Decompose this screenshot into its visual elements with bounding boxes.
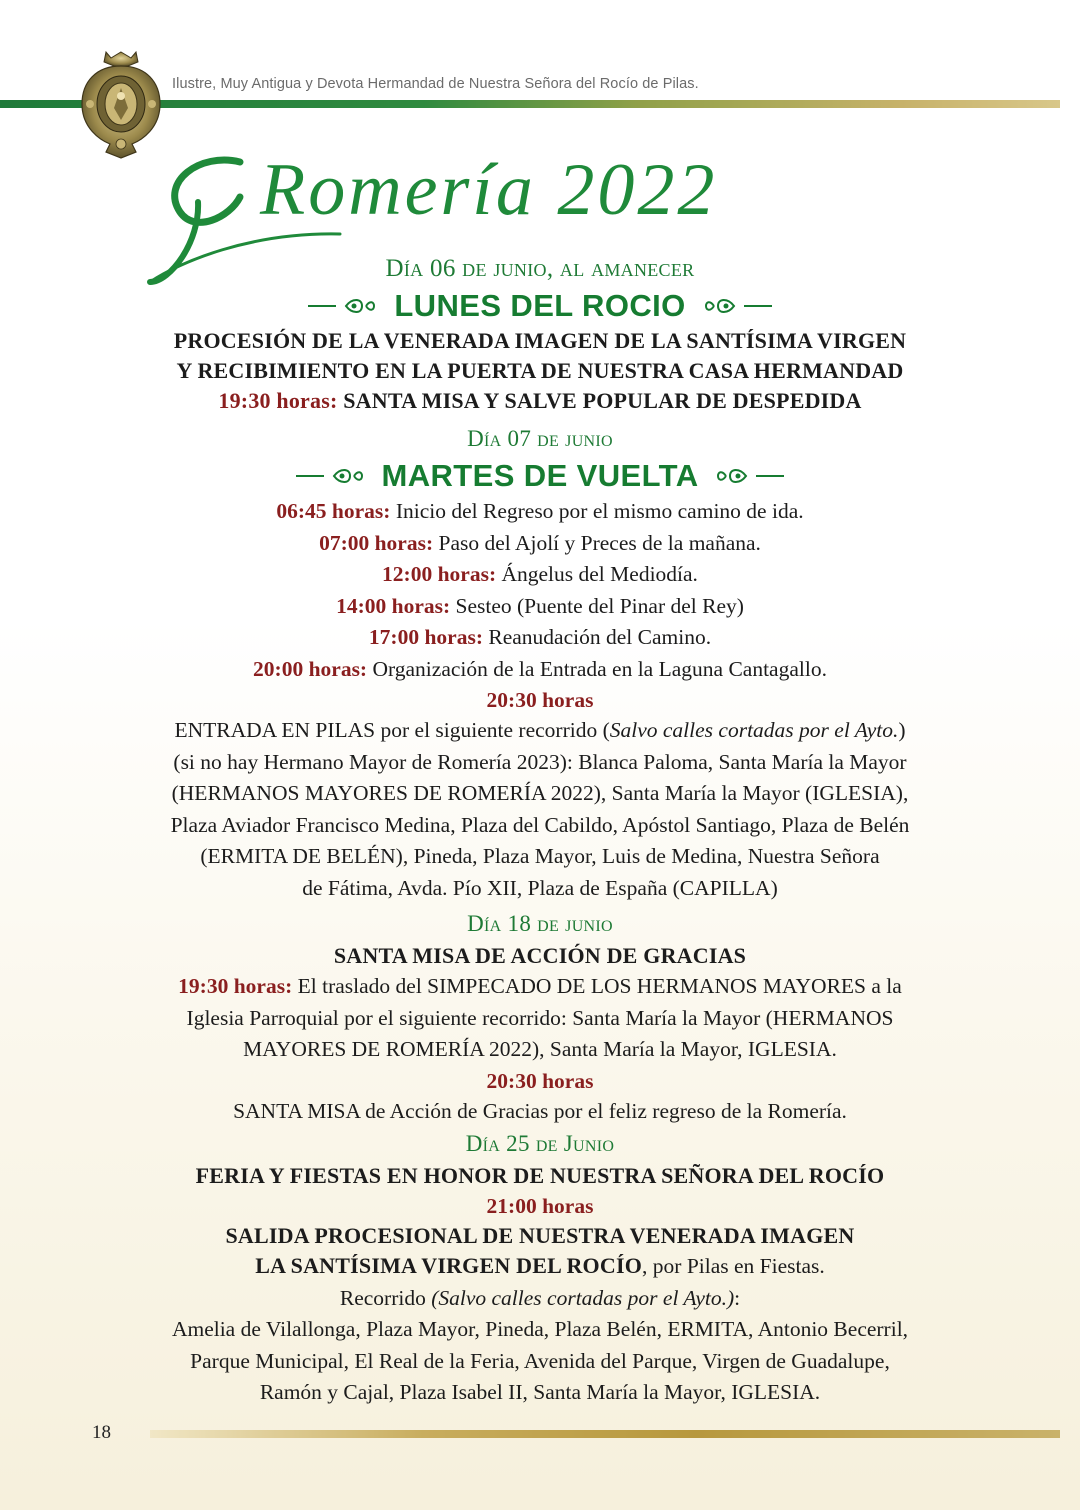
traslado-line — [0, 971, 1080, 1003]
route-line: Plaza Aviador Francisco Medina, Plaza del Cabildo, Apóstol Santiago, Plaza de Belén — [170, 812, 910, 837]
entry-time: 20:30 horas — [486, 688, 594, 712]
time-label: 06:45 horas: — [276, 499, 391, 523]
day-06-junio: Día 06 de junio, al amanecer — [385, 255, 695, 282]
route-line: Amelia de Vilallonga, Plaza Mayor, Pineda, Plaza Belén, ERMITA, Antonio Becerril, — [171, 1317, 909, 1341]
page-number: 18 — [92, 1422, 111, 1443]
schedule-item — [0, 654, 1080, 686]
schedule-text: Organización de la Entrada en la Laguna Cantagallo. — [367, 656, 827, 681]
recorrido-note: (Salvo calles cortadas por el Ayto.) — [431, 1285, 735, 1310]
traslado-line-3: MAYORES DE ROMERÍA 2022), Santa María la Mayor, IGLESIA. — [243, 1037, 837, 1061]
ornament-right-icon — [704, 296, 774, 316]
martes-de-vuelta-heading — [0, 456, 1080, 496]
misa-line: SANTA MISA de Acción de Gracias por el feliz regreso de la Romería. — [233, 1098, 847, 1123]
lunes-del-rocio-heading — [0, 286, 1080, 326]
virgen-line — [0, 1251, 1080, 1283]
time-label: 17:00 horas: — [368, 625, 483, 649]
day-18-junio: Día 18 de junio — [467, 911, 613, 936]
time-label: 14:00 horas: — [336, 593, 451, 618]
time-text: SANTA MISA Y SALVE POPULAR DE DESPEDIDA — [337, 388, 862, 413]
schedule-text: Sesteo (Puente del Pinar del Rey) — [450, 593, 744, 618]
ornament-left-icon — [306, 296, 376, 316]
brotherhood-name: Ilustre, Muy Antigua y Devota Hermandad de Nuestra Señora del Rocío de Pilas. — [172, 76, 699, 92]
day-07-junio: Día 07 de junio — [467, 426, 613, 451]
route-line: Parque Municipal, El Real de la Feria, Avenida del Parque, Virgen de Guadalupe, — [190, 1348, 890, 1373]
recorrido-text: Recorrido — [339, 1285, 432, 1310]
time-label: 07:00 horas: — [319, 530, 434, 555]
time-label: 12:00 horas: — [382, 562, 497, 586]
accion-de-gracias-heading: SANTA MISA DE ACCIÓN DE GRACIAS — [333, 943, 747, 968]
recorrido-label — [0, 1283, 1080, 1315]
entry-text: ENTRADA EN PILAS por el siguiente recorrido ( — [174, 718, 610, 742]
time-label: 20:00 horas: — [253, 656, 368, 681]
salida-time: 21:00 horas — [486, 1194, 594, 1218]
time-label: 19:30 horas: — [178, 974, 293, 998]
virgen-name: LA SANTÍSIMA VIRGEN DEL ROCÍO — [255, 1253, 643, 1278]
entry-close: ) — [898, 718, 906, 742]
title-text: Romería 2022 — [260, 149, 718, 231]
misa-despedida-line — [0, 386, 1080, 416]
procesion-line: PROCESIÓN DE LA VENERADA IMAGEN DE LA SANTÍSIMA VIRGEN — [173, 328, 907, 353]
schedule-item — [0, 622, 1080, 654]
traslado-text: El traslado del SIMPECADO DE LOS HERMANOS MAYORES a la — [292, 974, 902, 998]
feria-heading: FERIA Y FIESTAS EN HONOR DE NUESTRA SEÑORA DEL ROCÍO — [195, 1163, 885, 1188]
entry-note: Salvo calles cortadas por el Ayto. — [609, 718, 899, 742]
ornament-right-icon — [716, 466, 786, 486]
schedule-text: Reanudación del Camino. — [482, 625, 712, 649]
heading-text: LUNES DEL ROCIO — [394, 288, 686, 323]
recibimiento-line: Y RECIBIMIENTO EN LA PUERTA DE NUESTRA CASA HERMANDAD — [176, 358, 904, 383]
entry-line — [0, 715, 1080, 747]
footer-rule — [150, 1430, 1060, 1438]
schedule-item — [0, 559, 1080, 591]
schedule-item — [0, 591, 1080, 623]
schedule-text: Inicio del Regreso por el mismo camino de ida. — [390, 499, 804, 523]
route-line: Ramón y Cajal, Plaza Isabel II, Santa María la Mayor, IGLESIA. — [259, 1380, 821, 1404]
schedule-item — [0, 496, 1080, 528]
schedule-text: Ángelus del Mediodía. — [496, 562, 698, 586]
route-line: (ERMITA DE BELÉN), Pineda, Plaza Mayor, Luis de Medina, Nuestra Señora — [200, 844, 880, 868]
misa-time: 20:30 horas — [486, 1068, 594, 1093]
ornament-left-icon — [294, 466, 364, 486]
recorrido-colon: : — [734, 1285, 741, 1310]
day-25-junio: Día 25 de Junio — [465, 1131, 615, 1156]
route-line: de Fátima, Avda. Pío XII, Plaza de España (CAPILLA) — [302, 875, 778, 900]
schedule-text: Paso del Ajolí y Preces de la mañana. — [433, 530, 761, 555]
salida-line: SALIDA PROCESIONAL DE NUESTRA VENERADA IMAGEN — [225, 1223, 855, 1248]
route-line: (si no hay Hermano Mayor de Romería 2023): Blanca Paloma, Santa María la Mayor — [173, 749, 907, 774]
virgen-rest: , por Pilas en Fiestas. — [642, 1254, 825, 1278]
time-label: 19:30 horas: — [218, 388, 338, 413]
traslado-line-2: Iglesia Parroquial por el siguiente recorrido: Santa María la Mayor (HERMANOS — [186, 1005, 894, 1030]
heading-text: MARTES DE VUELTA — [381, 458, 699, 493]
route-line: (HERMANOS MAYORES DE ROMERÍA 2022), Santa María la Mayor (IGLESIA), — [171, 781, 909, 805]
schedule-item — [0, 528, 1080, 560]
